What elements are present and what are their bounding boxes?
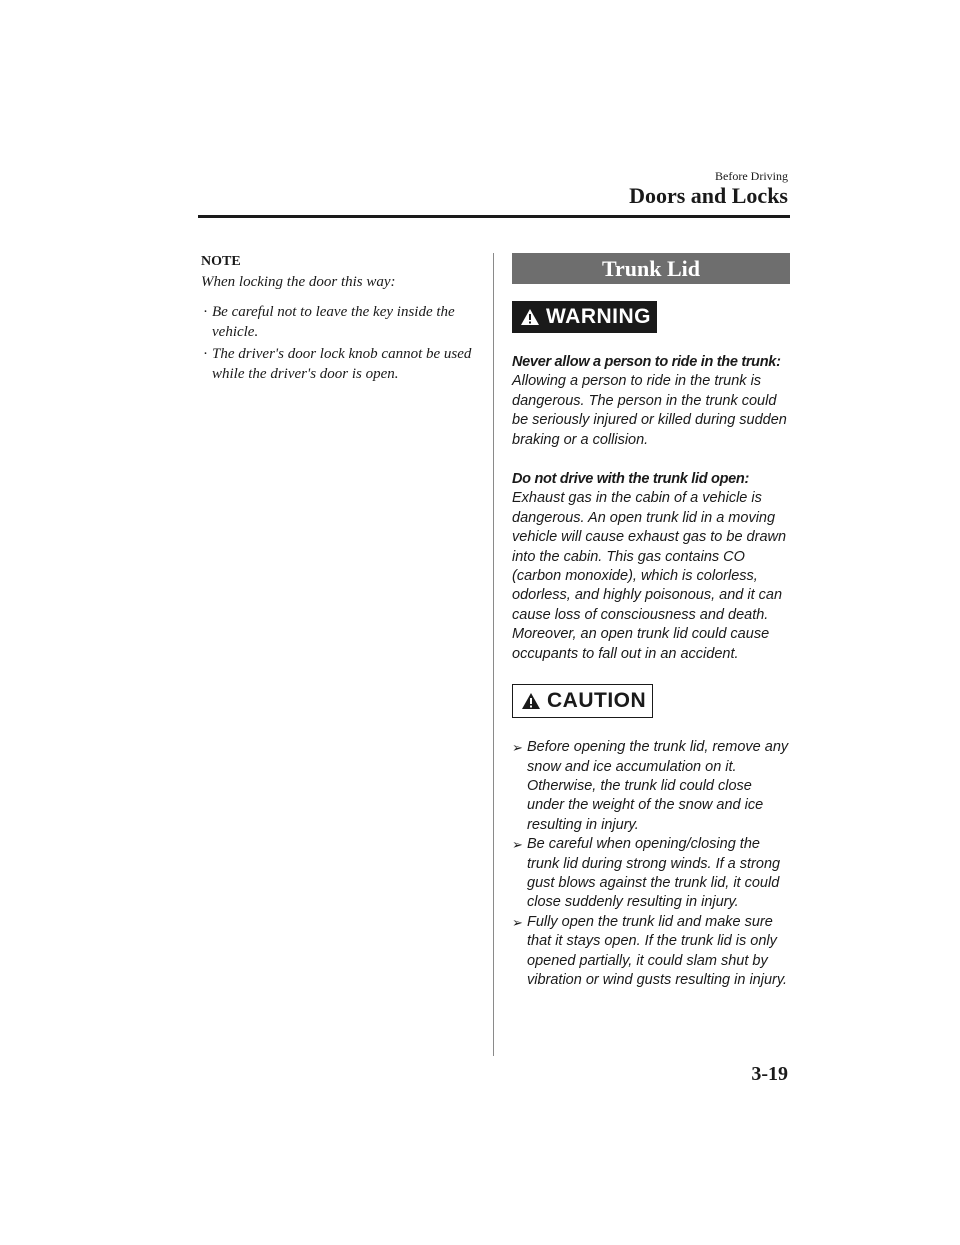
note-bullet-text: The driver's door lock knob cannot be used while the driver's door is open. [212,346,472,382]
list-item [512,738,790,835]
right-column [512,253,790,990]
list-item [512,835,790,913]
caution-list [512,738,790,990]
page-number: 3-19 [751,1063,788,1085]
bullet-dot-icon: · [203,346,208,362]
header-rule [198,215,790,218]
section-title-bar: Trunk Lid [512,253,790,284]
warning-body: Allowing a person to ride in the trunk is dangerous. The person in the trunk could be seriously injured or killed during sudden braking or a collision. [512,373,787,448]
list-item [201,344,476,384]
warning-label [512,301,657,333]
caution-label-text: CAUTION [547,689,647,713]
warning-label-text: WARNING [546,305,651,329]
warning-block [512,470,790,664]
arrow-bullet-icon: ➢ [512,740,523,756]
note-heading: NOTE [201,254,241,269]
bullet-dot-icon: · [203,304,208,320]
warning-triangle-icon [520,308,540,326]
list-item [201,302,476,342]
list-item [512,913,790,991]
warning-block [512,353,790,450]
column-divider [493,253,494,1056]
caution-triangle-icon [521,692,541,710]
left-column [201,252,476,386]
header-section-label: Before Driving [715,169,788,183]
warning-body: Exhaust gas in the cabin of a vehicle is dangerous. An open trunk lid in a moving vehicle will cause exhaust gas to be drawn into the cabin. This gas contains CO (carbon monoxide), which is colorless, odorless, and highly poisonous, and it can cause loss of consciousness and death. Moreover, an open trunk lid could cause occupants to fall out in an accident. [512,490,787,662]
caution-text: Before opening the trunk lid, remove any snow and ice accumulation on it. Otherwise, the trunk lid could close under the weight of the snow and ice resulting in injury. [527,739,789,833]
header-title: Doors and Locks [629,183,788,208]
arrow-bullet-icon: ➢ [512,914,523,930]
note-list [201,302,476,384]
caution-label [512,684,653,718]
note-bullet-text: Be careful not to leave the key inside the vehicle. [212,304,455,340]
arrow-bullet-icon: ➢ [512,837,523,853]
warning-heading: Never allow a person to ride in the trunk: [512,354,781,370]
note-intro: When locking the door this way: [201,274,396,290]
warning-heading: Do not drive with the trunk lid open: [512,471,750,488]
caution-text: Fully open the trunk lid and make sure that it stays open. If the trunk lid is only opened partially, it could slam shut by vibration or wind gusts resulting in injury. [527,913,788,988]
caution-text: Be careful when opening/closing the trunk lid during strong winds. If a strong gust blows against the trunk lid, it could close suddenly resulting in injury. [527,836,781,911]
